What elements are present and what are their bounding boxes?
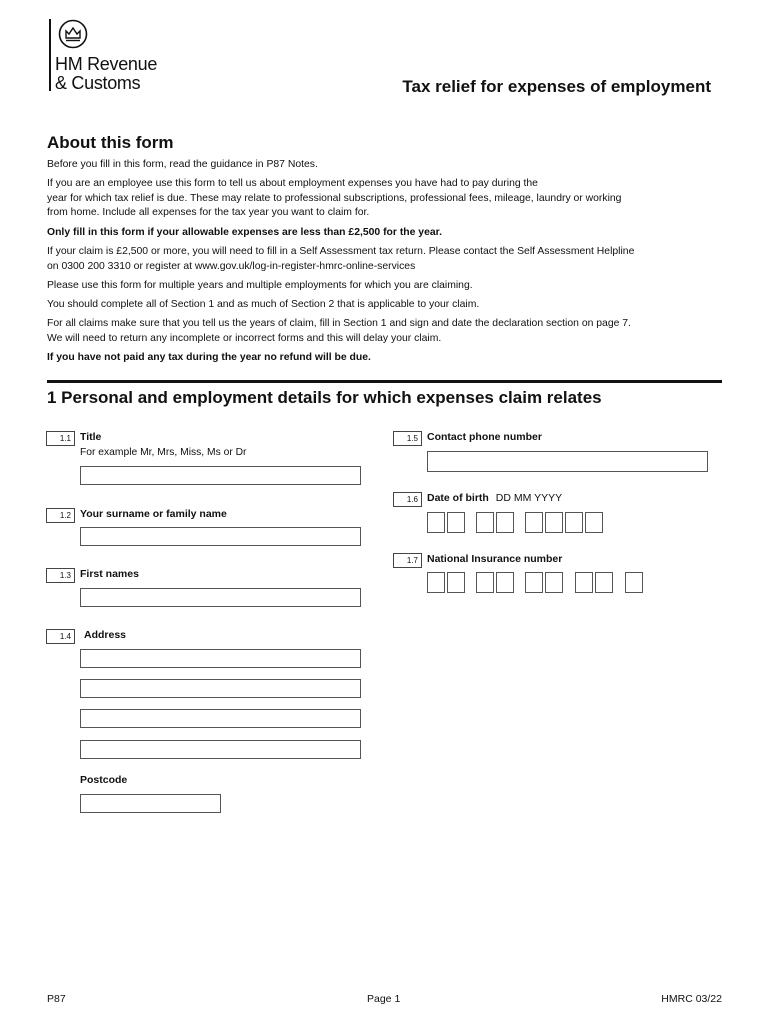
- address-line-field[interactable]: [80, 649, 361, 668]
- form-title: Tax relief for expenses of employment: [402, 77, 711, 96]
- question-number: 1.3: [46, 568, 75, 583]
- ni-cell[interactable]: [496, 572, 514, 593]
- question-label: Title: [80, 431, 102, 443]
- phone-field[interactable]: [427, 451, 708, 472]
- dob-year-cell[interactable]: [545, 512, 563, 533]
- ni-cell[interactable]: [476, 572, 494, 593]
- org-logo-text: HM Revenue & Customs: [55, 54, 158, 93]
- about-paragraph: If your claim is £2,500 or more, you will need to fill in a Self Assessment tax return. Please contact the Self Assessment Helpline on 0300 200 3310 or register at www.gov.uk/log-in-register-hmrc-online-services: [47, 246, 635, 272]
- first-names-field[interactable]: [80, 588, 361, 607]
- ni-cell[interactable]: [427, 572, 445, 593]
- dob-year-cell[interactable]: [525, 512, 543, 533]
- surname-field[interactable]: [80, 527, 361, 546]
- dob-year-cell[interactable]: [585, 512, 603, 533]
- address-line-field[interactable]: [80, 709, 361, 728]
- about-refund-note: If you have not paid any tax during the year no refund will be due.: [47, 352, 371, 363]
- postcode-field[interactable]: [80, 794, 221, 813]
- question-hint: For example Mr, Mrs, Miss, Ms or Dr: [80, 447, 247, 458]
- dob-day-cell[interactable]: [447, 512, 465, 533]
- dob-format-hint: DD MM YYYY: [495, 492, 563, 504]
- question-number: 1.2: [46, 508, 75, 523]
- about-paragraph: Before you fill in this form, read the guidance in P87 Notes.: [47, 159, 318, 170]
- royal-crest-icon: [58, 19, 88, 49]
- dob-cells: [427, 512, 607, 533]
- about-paragraph: For all claims make sure that you tell us the years of claim, fill in Section 1 and sign and date the declaration section on page 7. We will need to return any incomplete or incorrect forms and this will delay your claim.: [47, 318, 631, 344]
- logo-divider: [49, 19, 51, 91]
- question-number: 1.7: [393, 553, 422, 568]
- about-paragraph: Please use this form for multiple years and multiple employments for which you are claiming.: [47, 280, 473, 291]
- dob-month-cell[interactable]: [476, 512, 494, 533]
- question-label: Your surname or family name: [80, 508, 227, 520]
- title-field[interactable]: [80, 466, 361, 485]
- question-label: First names: [80, 568, 139, 580]
- ni-number-cells: [427, 572, 645, 593]
- dob-month-cell[interactable]: [496, 512, 514, 533]
- dob-day-cell[interactable]: [427, 512, 445, 533]
- ni-cell[interactable]: [595, 572, 613, 593]
- about-limit-note: Only fill in this form if your allowable expenses are less than £2,500 for the year.: [47, 227, 442, 238]
- question-label: National Insurance number: [427, 553, 563, 565]
- about-heading: About this form: [47, 133, 174, 152]
- dob-year-cell[interactable]: [565, 512, 583, 533]
- postcode-label: Postcode: [80, 774, 128, 786]
- footer-version: HMRC 03/22: [661, 993, 722, 1005]
- section-1-heading: 1 Personal and employment details for which expenses claim relates: [47, 388, 602, 407]
- section-divider: [47, 380, 722, 383]
- question-label: [427, 492, 562, 504]
- footer-form-code: P87: [47, 993, 66, 1005]
- question-number: 1.5: [393, 431, 422, 446]
- about-paragraph: If you are an employee use this form to tell us about employment expenses you have had to pay during the year for which tax relief is due. These may relate to professional subscriptions, professional fees, mileage, laundry or working from home. Include all expenses for the tax year you want to claim for.: [47, 178, 622, 218]
- address-line-field[interactable]: [80, 679, 361, 698]
- dob-label: Date of birth: [427, 492, 489, 504]
- question-label: Contact phone number: [427, 431, 542, 443]
- question-number: 1.4: [46, 629, 75, 644]
- address-line-field[interactable]: [80, 740, 361, 759]
- ni-cell[interactable]: [447, 572, 465, 593]
- ni-cell[interactable]: [575, 572, 593, 593]
- question-label: Address: [84, 629, 127, 641]
- question-number: 1.6: [393, 492, 422, 507]
- ni-cell[interactable]: [625, 572, 643, 593]
- ni-cell[interactable]: [525, 572, 543, 593]
- footer-page-number: Page 1: [367, 993, 401, 1005]
- question-number: 1.1: [46, 431, 75, 446]
- about-paragraph: You should complete all of Section 1 and as much of Section 2 that is applicable to your claim.: [47, 299, 480, 310]
- ni-cell[interactable]: [545, 572, 563, 593]
